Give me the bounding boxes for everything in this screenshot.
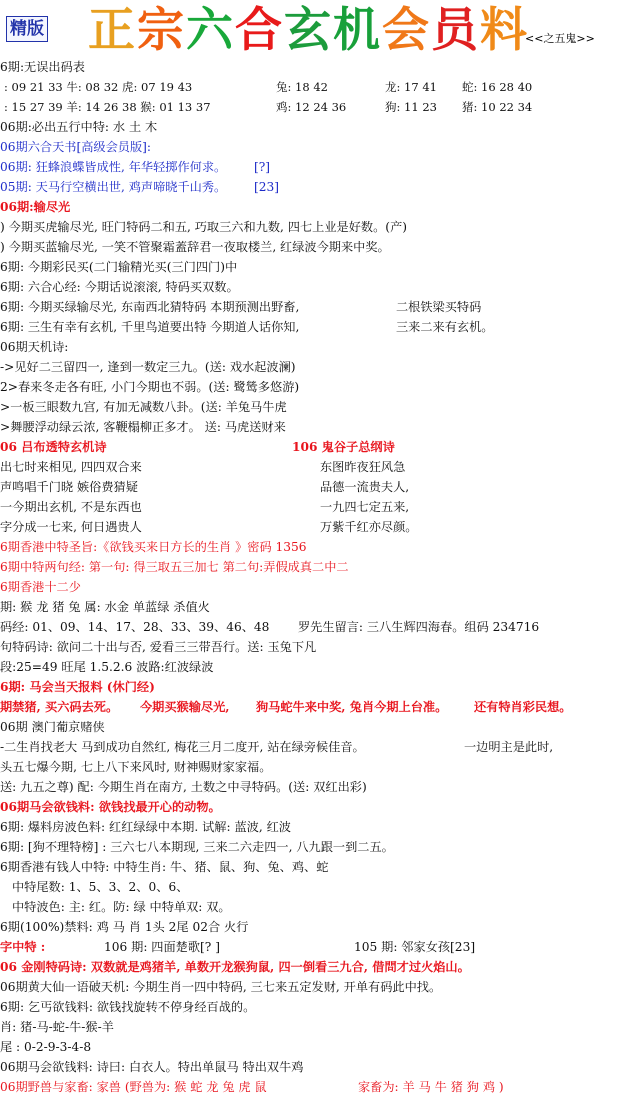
content-line bbox=[0, 297, 621, 317]
title-char: 料 bbox=[480, 3, 529, 58]
line-text: 06期六合天书[高级会员版]: bbox=[0, 140, 151, 154]
line-text: 一今期出玄机, 不是东西也 bbox=[0, 500, 142, 514]
content-line bbox=[0, 277, 621, 297]
line-text: 品德一流贵夫人, bbox=[320, 480, 410, 494]
line-text: 罗先生留言: 三八生辉四海春。组码 234716 bbox=[298, 620, 540, 634]
line-text: 06期野兽与家畜: 家兽 (野兽为: 猴 蛇 龙 兔 虎 鼠 bbox=[0, 1080, 267, 1094]
content-line bbox=[0, 577, 621, 597]
line-text: 105 期: 邻家女孩[23] bbox=[354, 940, 476, 954]
line-text: 狗马蛇牛来中奖, 兔肖今期上台准。 bbox=[256, 700, 448, 714]
line-text: 期: 猴 龙 猪 兔 属: 水金 单蓝绿 杀值火 bbox=[0, 600, 210, 614]
line-text: 蛇: 16 28 40 bbox=[462, 80, 533, 94]
line-text: 106 鬼谷子总纲诗 bbox=[292, 440, 395, 454]
line-text: : 09 21 33 牛: 08 32 虎: 07 19 43 bbox=[4, 80, 193, 94]
line-text: >舞腰浮动绿云浓, 客鞭榻柳正多才。 送: 马虎送财来 bbox=[0, 420, 286, 434]
line-text: 06期:输尽光 bbox=[0, 200, 71, 214]
line-text: 兔: 18 42 bbox=[276, 80, 328, 94]
edition-badge: 精版 bbox=[6, 16, 48, 42]
content-line bbox=[0, 117, 621, 137]
content-line bbox=[0, 97, 621, 117]
line-text: 一九四七定五来, bbox=[320, 500, 410, 514]
line-text: 猪: 10 22 34 bbox=[462, 100, 533, 114]
line-text: 声鸣唱千门晓 嫉俗费猜疑 bbox=[0, 480, 138, 494]
line-text: 06期:必出五行中特: 水 土 木 bbox=[0, 120, 158, 134]
content-line bbox=[0, 617, 621, 637]
content-line bbox=[0, 957, 621, 977]
line-text: 6期: 乞丐欲钱料: 欲钱找旋转不停身经百战的。 bbox=[0, 1000, 256, 1014]
content-line bbox=[0, 377, 621, 397]
line-text: 6期: 今期彩民买(二门输精光买(三门四门)中 bbox=[0, 260, 238, 274]
line-text: 6期: 马会当天报料 (休门经) bbox=[0, 680, 155, 694]
line-text: ) 今期买虎输尽光, 旺门特码二和五, 巧取三六和九数, 四七上业是好数。(产) bbox=[0, 220, 408, 234]
content-line bbox=[0, 517, 621, 537]
line-text: 6期:无误出码表 bbox=[0, 60, 85, 74]
content-line bbox=[0, 217, 621, 237]
content-line bbox=[0, 777, 621, 797]
line-text: 06期黄大仙一语破天机: 今期生肖一四中特码, 三七来五定发财, 开单有码此中找。 bbox=[0, 980, 442, 994]
title-char: 机 bbox=[333, 3, 382, 58]
title-char: 会 bbox=[382, 3, 431, 58]
line-text: 字分成一七来, 何日遇贵人 bbox=[0, 520, 142, 534]
line-text: >一板三眼数九宫, 有加无减数八卦。(送: 羊兔马牛虎 bbox=[0, 400, 287, 414]
content-line bbox=[0, 917, 621, 937]
content-line bbox=[0, 977, 621, 997]
line-text: 6期: 今期买绿输尽光, 东南西北猜特码 本期预测出野畜, bbox=[0, 300, 300, 314]
line-text: 06期 澳门葡京赌侠 bbox=[0, 720, 105, 734]
content-line bbox=[0, 57, 621, 77]
line-text: 还有特肖彩民想。 bbox=[474, 700, 572, 714]
line-text: 期禁猪, 买六码去死。 bbox=[0, 700, 119, 714]
line-text: -二生肖找老大 马到成功自然红, 梅花三月二度开, 站在绿旁候佳音。 bbox=[0, 740, 365, 754]
line-text: 三来二来有玄机。 bbox=[396, 320, 494, 334]
content-line bbox=[0, 797, 621, 817]
line-text: 6期: [狗不理特榜] : 三六七八本期现, 三来二六走四一, 八九跟一到二五。 bbox=[0, 840, 394, 854]
title-char: 正 bbox=[88, 3, 137, 58]
content-line bbox=[0, 537, 621, 557]
line-text: 肖: 猪-马-蛇-牛-猴-羊 bbox=[0, 1020, 114, 1034]
content-line bbox=[0, 1017, 621, 1037]
content-line bbox=[0, 817, 621, 837]
line-text: 句特码诗: 欲问二十出与否, 爱看三三带吾行。送: 玉兔下凡 bbox=[0, 640, 317, 654]
line-text: [23] bbox=[254, 180, 280, 194]
line-text: 段:25=49 旺尾 1.5.2.6 波路:红波绿波 bbox=[0, 660, 214, 674]
title-char: 六 bbox=[186, 3, 235, 58]
content-line bbox=[0, 317, 621, 337]
line-text: : 15 27 39 羊: 14 26 38 猴: 01 13 37 bbox=[4, 100, 211, 114]
line-text: 6期: 六合心经: 今期话说滚滚, 特码买双数。 bbox=[0, 280, 239, 294]
line-text: 06期: 狂蜂浪蝶皆成性, 年华轻掷作何求。 bbox=[0, 160, 227, 174]
line-text: 6期: 爆料房波色料: 红红绿绿中本期. 试解: 蓝波, 红波 bbox=[0, 820, 291, 834]
line-text: 6期香港有钱人中特: 中特生肖: 牛、猪、鼠、狗、兔、鸡、蛇 bbox=[0, 860, 329, 874]
content-line bbox=[0, 137, 621, 157]
line-text: 06期天机诗: bbox=[0, 340, 69, 354]
line-text: 中特尾数: 1、5、3、2、0、6、 bbox=[12, 880, 189, 894]
line-text: 字中特 : bbox=[0, 940, 46, 954]
line-text: 二根铁梁买特码 bbox=[396, 300, 482, 314]
line-text: 06期马会欲钱料: 诗曰: 白衣人。特出单鼠马 特出双牛鸡 bbox=[0, 1060, 304, 1074]
page-header bbox=[0, 0, 621, 62]
line-text: 06 金刚特码诗: 双数就是鸡猪羊, 单数开龙猴狗鼠, 四一倒看三九合, 借問才过火焰山。 bbox=[0, 960, 470, 974]
line-text: 龙: 17 41 bbox=[385, 80, 437, 94]
title-char: 员 bbox=[431, 3, 480, 58]
line-text: 码经: 01、09、14、17、28、33、39、46、48 bbox=[0, 620, 270, 634]
content-line bbox=[0, 597, 621, 617]
line-text: 出七时来相见, 四四双合来 bbox=[0, 460, 142, 474]
content-line bbox=[0, 77, 621, 97]
content-line bbox=[0, 877, 621, 897]
content-line bbox=[0, 937, 621, 957]
content-line bbox=[0, 197, 621, 217]
content-line bbox=[0, 837, 621, 857]
content-line bbox=[0, 677, 621, 697]
content-line bbox=[0, 357, 621, 377]
line-text: 送: 九五之尊) 配: 今期生肖在南方, 土数之中寻特码。(送: 双红出彩) bbox=[0, 780, 367, 794]
content-line bbox=[0, 637, 621, 657]
line-text: 尾 : 0-2-9-3-4-8 bbox=[0, 1040, 92, 1054]
content-line bbox=[0, 457, 621, 477]
line-text: 万紫千红亦尽颜。 bbox=[320, 520, 418, 534]
title-char: 合 bbox=[235, 3, 284, 58]
line-text: 6期香港十二少 bbox=[0, 580, 81, 594]
line-text: 东图昨夜狂风急 bbox=[320, 460, 406, 474]
content-line bbox=[0, 1077, 621, 1097]
content-line bbox=[0, 437, 621, 457]
line-text: 中特波色: 主: 红。防: 绿 中特单双: 双。 bbox=[12, 900, 231, 914]
line-text: [?] bbox=[254, 160, 271, 174]
content-line bbox=[0, 737, 621, 757]
content-line bbox=[0, 1057, 621, 1077]
content-line bbox=[0, 417, 621, 437]
content-line bbox=[0, 157, 621, 177]
content-line bbox=[0, 757, 621, 777]
line-text: 2>春来冬走各有旺, 小门今期也不弱。(送: 鹭鸶多悠游) bbox=[0, 380, 300, 394]
title-char: 玄 bbox=[284, 3, 333, 58]
line-text: ) 今期买蓝输尽光, 一笑不管聚霜蓋辞君一夜取楼兰, 红绿波今期来中奖。 bbox=[0, 240, 390, 254]
content-line bbox=[0, 497, 621, 517]
line-text: 05期: 天马行空横出世, 鸡声啼晓千山秀。 bbox=[0, 180, 227, 194]
content-line bbox=[0, 897, 621, 917]
line-text: 6期: 三生有幸有玄机, 千里鸟道要出特 今期道人话你知, bbox=[0, 320, 300, 334]
line-text: 6期(100%)禁料: 鸡 马 肖 1头 2尾 02合 火行 bbox=[0, 920, 249, 934]
tagline: <<之五鬼>> bbox=[525, 32, 595, 45]
line-text: 6期中特两句经: 第一句: 得三取五三加七 第二句:弄假成真二中二 bbox=[0, 560, 349, 574]
line-text: 家畜为: 羊 马 牛 猪 狗 鸡 ) bbox=[358, 1080, 504, 1094]
line-text: ->见好二三留四一, 逢到一数定三九。(送: 戏水起波澜) bbox=[0, 360, 296, 374]
content-line bbox=[0, 857, 621, 877]
content-line bbox=[0, 657, 621, 677]
title-char: 宗 bbox=[137, 3, 186, 58]
content-line bbox=[0, 397, 621, 417]
content-line bbox=[0, 237, 621, 257]
line-text: 一边明主是此时, bbox=[464, 740, 554, 754]
content-line bbox=[0, 257, 621, 277]
line-text: 鸡: 12 24 36 bbox=[276, 100, 347, 114]
content-line bbox=[0, 557, 621, 577]
content-line bbox=[0, 337, 621, 357]
content-line bbox=[0, 697, 621, 717]
content-list bbox=[0, 57, 621, 1097]
line-text: 6期香港中特圣旨:《欲钱买来日方长的生肖 》密码 1356 bbox=[0, 540, 307, 554]
line-text: 06 吕布透特玄机诗 bbox=[0, 440, 107, 454]
line-text: 106 期: 四面楚歌[? ] bbox=[104, 940, 220, 954]
line-text: 头五七爆今期, 七上八下来风时, 财神赐财家家福。 bbox=[0, 760, 272, 774]
content-line bbox=[0, 177, 621, 197]
content-line bbox=[0, 477, 621, 497]
content-line bbox=[0, 717, 621, 737]
content-line bbox=[0, 997, 621, 1017]
page-title bbox=[88, 2, 529, 60]
content-line bbox=[0, 1037, 621, 1057]
line-text: 今期买猴输尽光, bbox=[140, 700, 230, 714]
line-text: 06期马会欲钱料: 欲钱找最开心的动物。 bbox=[0, 800, 221, 814]
line-text: 狗: 11 23 bbox=[385, 100, 437, 114]
